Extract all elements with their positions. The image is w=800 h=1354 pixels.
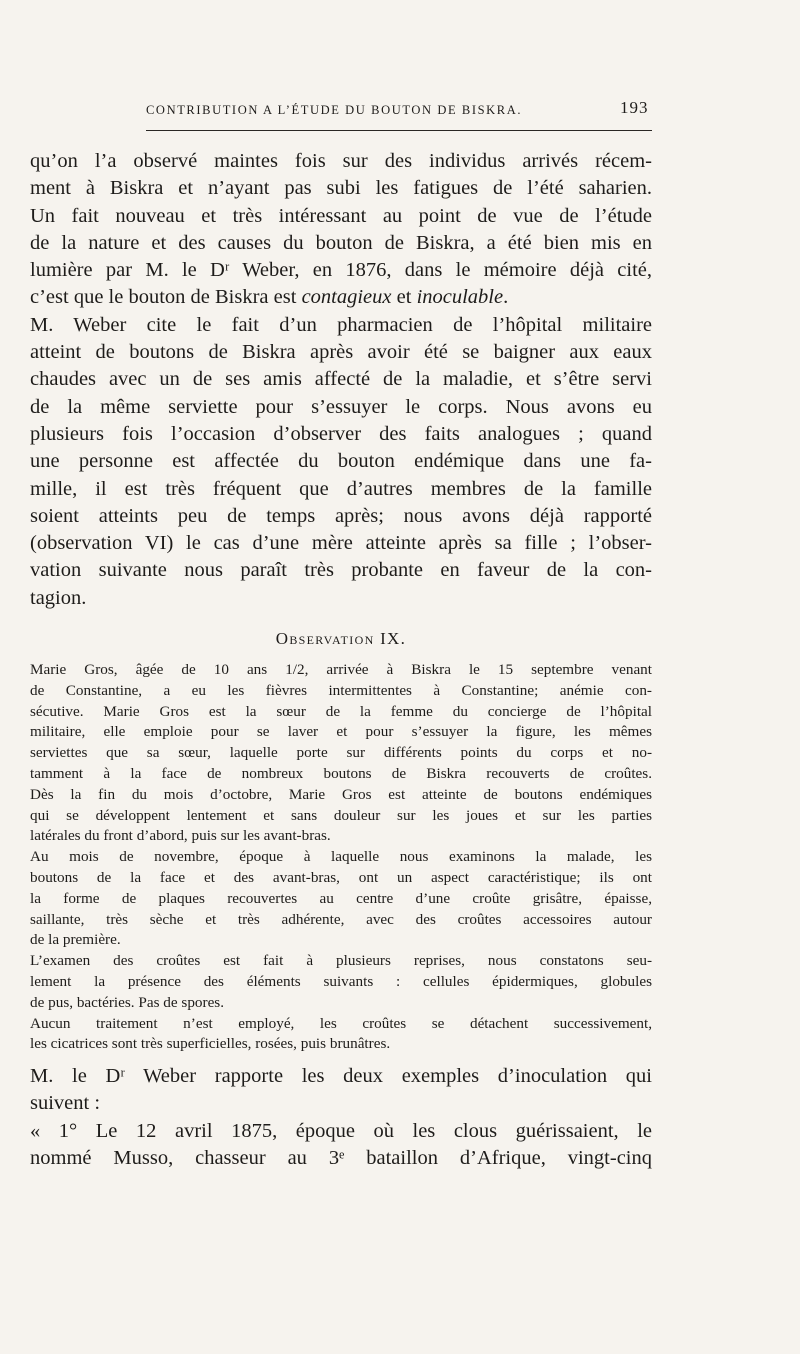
- text-line: latérales du front d’abord, puis sur les avant-bras.: [30, 827, 331, 845]
- text-run: c’est que le bouton de Biskra est: [30, 286, 302, 309]
- text-line: Aucun traitement n’est employé, les croûtes se détachent successivement,: [30, 1014, 652, 1032]
- observation-paragraph-1: [30, 660, 652, 847]
- text-line: soient atteints peu de temps après; nous avons déjà rapporté: [30, 504, 652, 527]
- text-line: M. le Dʳ Weber rapporte les deux exemples d’inoculation qui: [30, 1065, 652, 1088]
- observation-paragraph-2: [30, 847, 652, 951]
- text-line: la forme de plaques recouvertes au centre d’une croûte grisâtre, épaisse,: [30, 889, 652, 907]
- text-line: atteint de boutons de Biskra après avoir été se baigner aux eaux: [30, 341, 652, 364]
- text-line: mille, il est très fréquent que d’autres membres de la famille: [30, 477, 652, 500]
- paragraph-contagion-discovery: [30, 203, 652, 312]
- text-line: de la première.: [30, 931, 121, 949]
- text-line: les cicatrices sont très superficielles, rosées, puis brunâtres.: [30, 1035, 391, 1053]
- text-line: qui se développent lentement et sans douleur sur les joues et sur les parties: [30, 806, 652, 824]
- spacer: [30, 1055, 652, 1063]
- observation-paragraph-4: [30, 1014, 652, 1056]
- paragraph-weber-pharmacist: [30, 312, 652, 612]
- text-line: plusieurs fois l’occasion d’observer des faits analogues ; quand: [30, 422, 652, 445]
- italic-term-inoculable: inoculable: [416, 286, 504, 309]
- text-line: serviettes que sa sœur, laquelle porte sur différents points du corps et no-: [30, 744, 652, 762]
- text-run: et: [391, 286, 417, 309]
- text-run: .: [503, 286, 509, 309]
- paragraph-inoculation-examples: [30, 1063, 652, 1118]
- text-line: nommé Musso, chasseur au 3ᵉ bataillon d’Afrique, vingt-cinq: [30, 1147, 652, 1170]
- text-line: saillante, très sèche et très adhérente, avec des croûtes accessoires autour: [30, 910, 652, 928]
- text-line: Un fait nouveau et très intéressant au point de vue de l’étude: [30, 204, 652, 227]
- text-line: lement la présence des éléments suivants : cellules épidermiques, globules: [30, 973, 652, 990]
- text-line: qu’on l’a observé maintes fois sur des individus arrivés récem-: [30, 150, 652, 172]
- text-line: sécutive. Marie Gros est la sœur de la femme du concierge de l’hôpital: [30, 702, 652, 720]
- text-line: de Constantine, a eu les fièvres intermittentes à Constantine; anémie con-: [30, 681, 652, 699]
- page-number: 193: [620, 98, 649, 117]
- running-title: CONTRIBUTION A L’ÉTUDE DU BOUTON DE BISKRA.: [146, 103, 523, 117]
- text-line: tagion.: [30, 586, 87, 609]
- header-rule: [146, 130, 652, 131]
- body-text: [30, 148, 652, 1172]
- observation-paragraph-3: [30, 951, 652, 1013]
- text-line: L’examen des croûtes est fait à plusieurs reprises, nous constatons seu-: [30, 952, 652, 970]
- italic-term-contagieux: contagieux: [301, 286, 392, 309]
- text-line: M. Weber cite le fait d’un pharmacien de l’hôpital militaire: [30, 313, 652, 336]
- text-line: « 1° Le 12 avril 1875, époque où les clous guérissaient, le: [30, 1119, 652, 1142]
- paragraph-first-example: [30, 1118, 652, 1173]
- text-line: une personne est affectée du bouton endémique dans une fa-: [30, 450, 652, 473]
- text-line: militaire, elle emploie pour se laver et pour s’essuyer la figure, les mêmes: [30, 723, 652, 741]
- paragraph-continuation: [30, 148, 652, 203]
- observation-heading: Observation IX.: [275, 629, 407, 649]
- text-line: de la même serviette pour s’essuyer le corps. Nous avons eu: [30, 395, 652, 418]
- text-line: Au mois de novembre, époque à laquelle nous examinons la malade, les: [30, 848, 652, 866]
- text-line: vation suivante nous paraît très probante en faveur de la con-: [30, 559, 652, 582]
- text-line: boutons de la face et des avant-bras, ont un aspect caractéristique; ils ont: [30, 869, 652, 887]
- text-line: (observation VI) le cas d’une mère atteinte après sa fille ; l’obser-: [30, 532, 652, 555]
- text-line: chaudes avec un de ses amis affecté de la maladie, et s’être servi: [30, 368, 652, 391]
- text-line: tamment à la face de nombreux boutons de Biskra recouverts de croûtes.: [30, 765, 652, 783]
- text-line: de la nature et des causes du bouton de Biskra, a été bien mis en: [30, 231, 652, 254]
- text-line: suivent :: [30, 1092, 101, 1115]
- text-line: lumière par M. le Dʳ Weber, en 1876, dans le mémoire déjà cité,: [30, 259, 652, 282]
- text-line: Marie Gros, âgée de 10 ans 1/2, arrivée à Biskra le 15 septembre venant: [30, 661, 652, 679]
- text-line: Dès la fin du mois d’octobre, Marie Gros est atteinte de boutons endémiques: [30, 785, 652, 803]
- text-line: ment à Biskra et n’ayant pas subi les fatigues de l’été saharien.: [30, 177, 652, 200]
- text-line-with-italics: [30, 284, 652, 311]
- text-line: de pus, bactéries. Pas de spores.: [30, 993, 225, 1011]
